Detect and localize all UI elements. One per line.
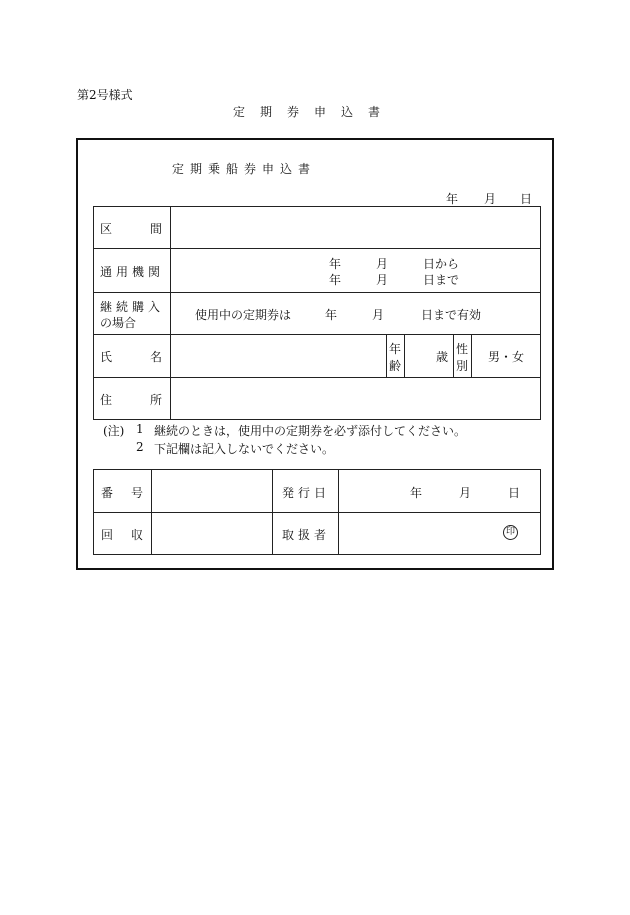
office-left-border (93, 469, 94, 555)
section-label: 区 間 (100, 222, 162, 236)
renewal-text: 使用中の定期券は (195, 308, 292, 322)
collection-label: 回 収 (101, 528, 143, 542)
number-field[interactable] (152, 470, 272, 512)
validity-from-year: 年 (329, 257, 342, 271)
sex-options[interactable]: 男・女 (488, 350, 525, 364)
handler-label: 取扱者 (282, 528, 331, 542)
name-label: 氏 名 (100, 350, 162, 364)
issue-date-label: 発行日 (282, 486, 331, 500)
note-2-text: 下記欄は記入しないでください。 (154, 442, 335, 456)
page-title: 定期券申込書 (233, 105, 396, 119)
section-field[interactable] (171, 207, 540, 248)
sex-column-divider (453, 334, 454, 377)
age-unit: 歳 (436, 350, 449, 364)
office-table-bottom-border (93, 554, 541, 555)
table-bottom-border (93, 419, 541, 420)
validity-to-suffix: 日まで (423, 273, 460, 287)
notes-prefix: (注) (103, 424, 125, 438)
renewal-month: 月 (372, 308, 385, 322)
seal-mark: 印 (503, 525, 518, 540)
validity-label: 通用機関 (100, 265, 165, 279)
renewal-suffix: 日まで有効 (421, 308, 482, 322)
handler-field[interactable] (339, 513, 489, 554)
validity-to-year: 年 (329, 273, 342, 287)
sex-value-divider (471, 334, 472, 377)
note-1-number: 1 (136, 422, 144, 436)
validity-to-month: 月 (376, 273, 389, 287)
name-field[interactable] (171, 335, 386, 377)
renewal-label-line1: 継続購入 (100, 300, 165, 314)
table-right-border (540, 206, 541, 420)
renewal-label-line2: の場合 (100, 316, 137, 330)
address-label: 住 所 (100, 393, 162, 407)
validity-from-suffix: 日から (423, 257, 460, 271)
sex-label-1: 性 (456, 342, 469, 356)
date-day: 日 (520, 192, 533, 206)
address-field[interactable] (171, 378, 540, 419)
form-number: 第2号様式 (77, 88, 133, 102)
issue-day: 日 (508, 486, 521, 500)
age-label-2: 齢 (389, 359, 402, 373)
age-column-divider (386, 334, 387, 377)
age-label-1: 年 (389, 342, 402, 356)
collection-field[interactable] (152, 513, 272, 554)
validity-field[interactable] (171, 249, 540, 292)
validity-from-month: 月 (376, 257, 389, 271)
note-2-number: 2 (136, 440, 144, 454)
office-right-border (540, 469, 541, 555)
table-left-border (93, 206, 94, 420)
number-label: 番 号 (101, 486, 143, 500)
issue-year: 年 (410, 486, 423, 500)
renewal-year: 年 (325, 308, 338, 322)
office-column-divider (272, 469, 273, 555)
note-1-text: 継続のときは，使用中の定期券を必ず添付してください。 (154, 424, 467, 438)
form-inner-title: 定期乗船券申込書 (172, 162, 317, 176)
renewal-field[interactable] (171, 293, 540, 334)
issue-month: 月 (459, 486, 472, 500)
date-year: 年 (446, 192, 459, 206)
sex-label-2: 別 (456, 359, 469, 373)
date-month: 月 (484, 192, 497, 206)
